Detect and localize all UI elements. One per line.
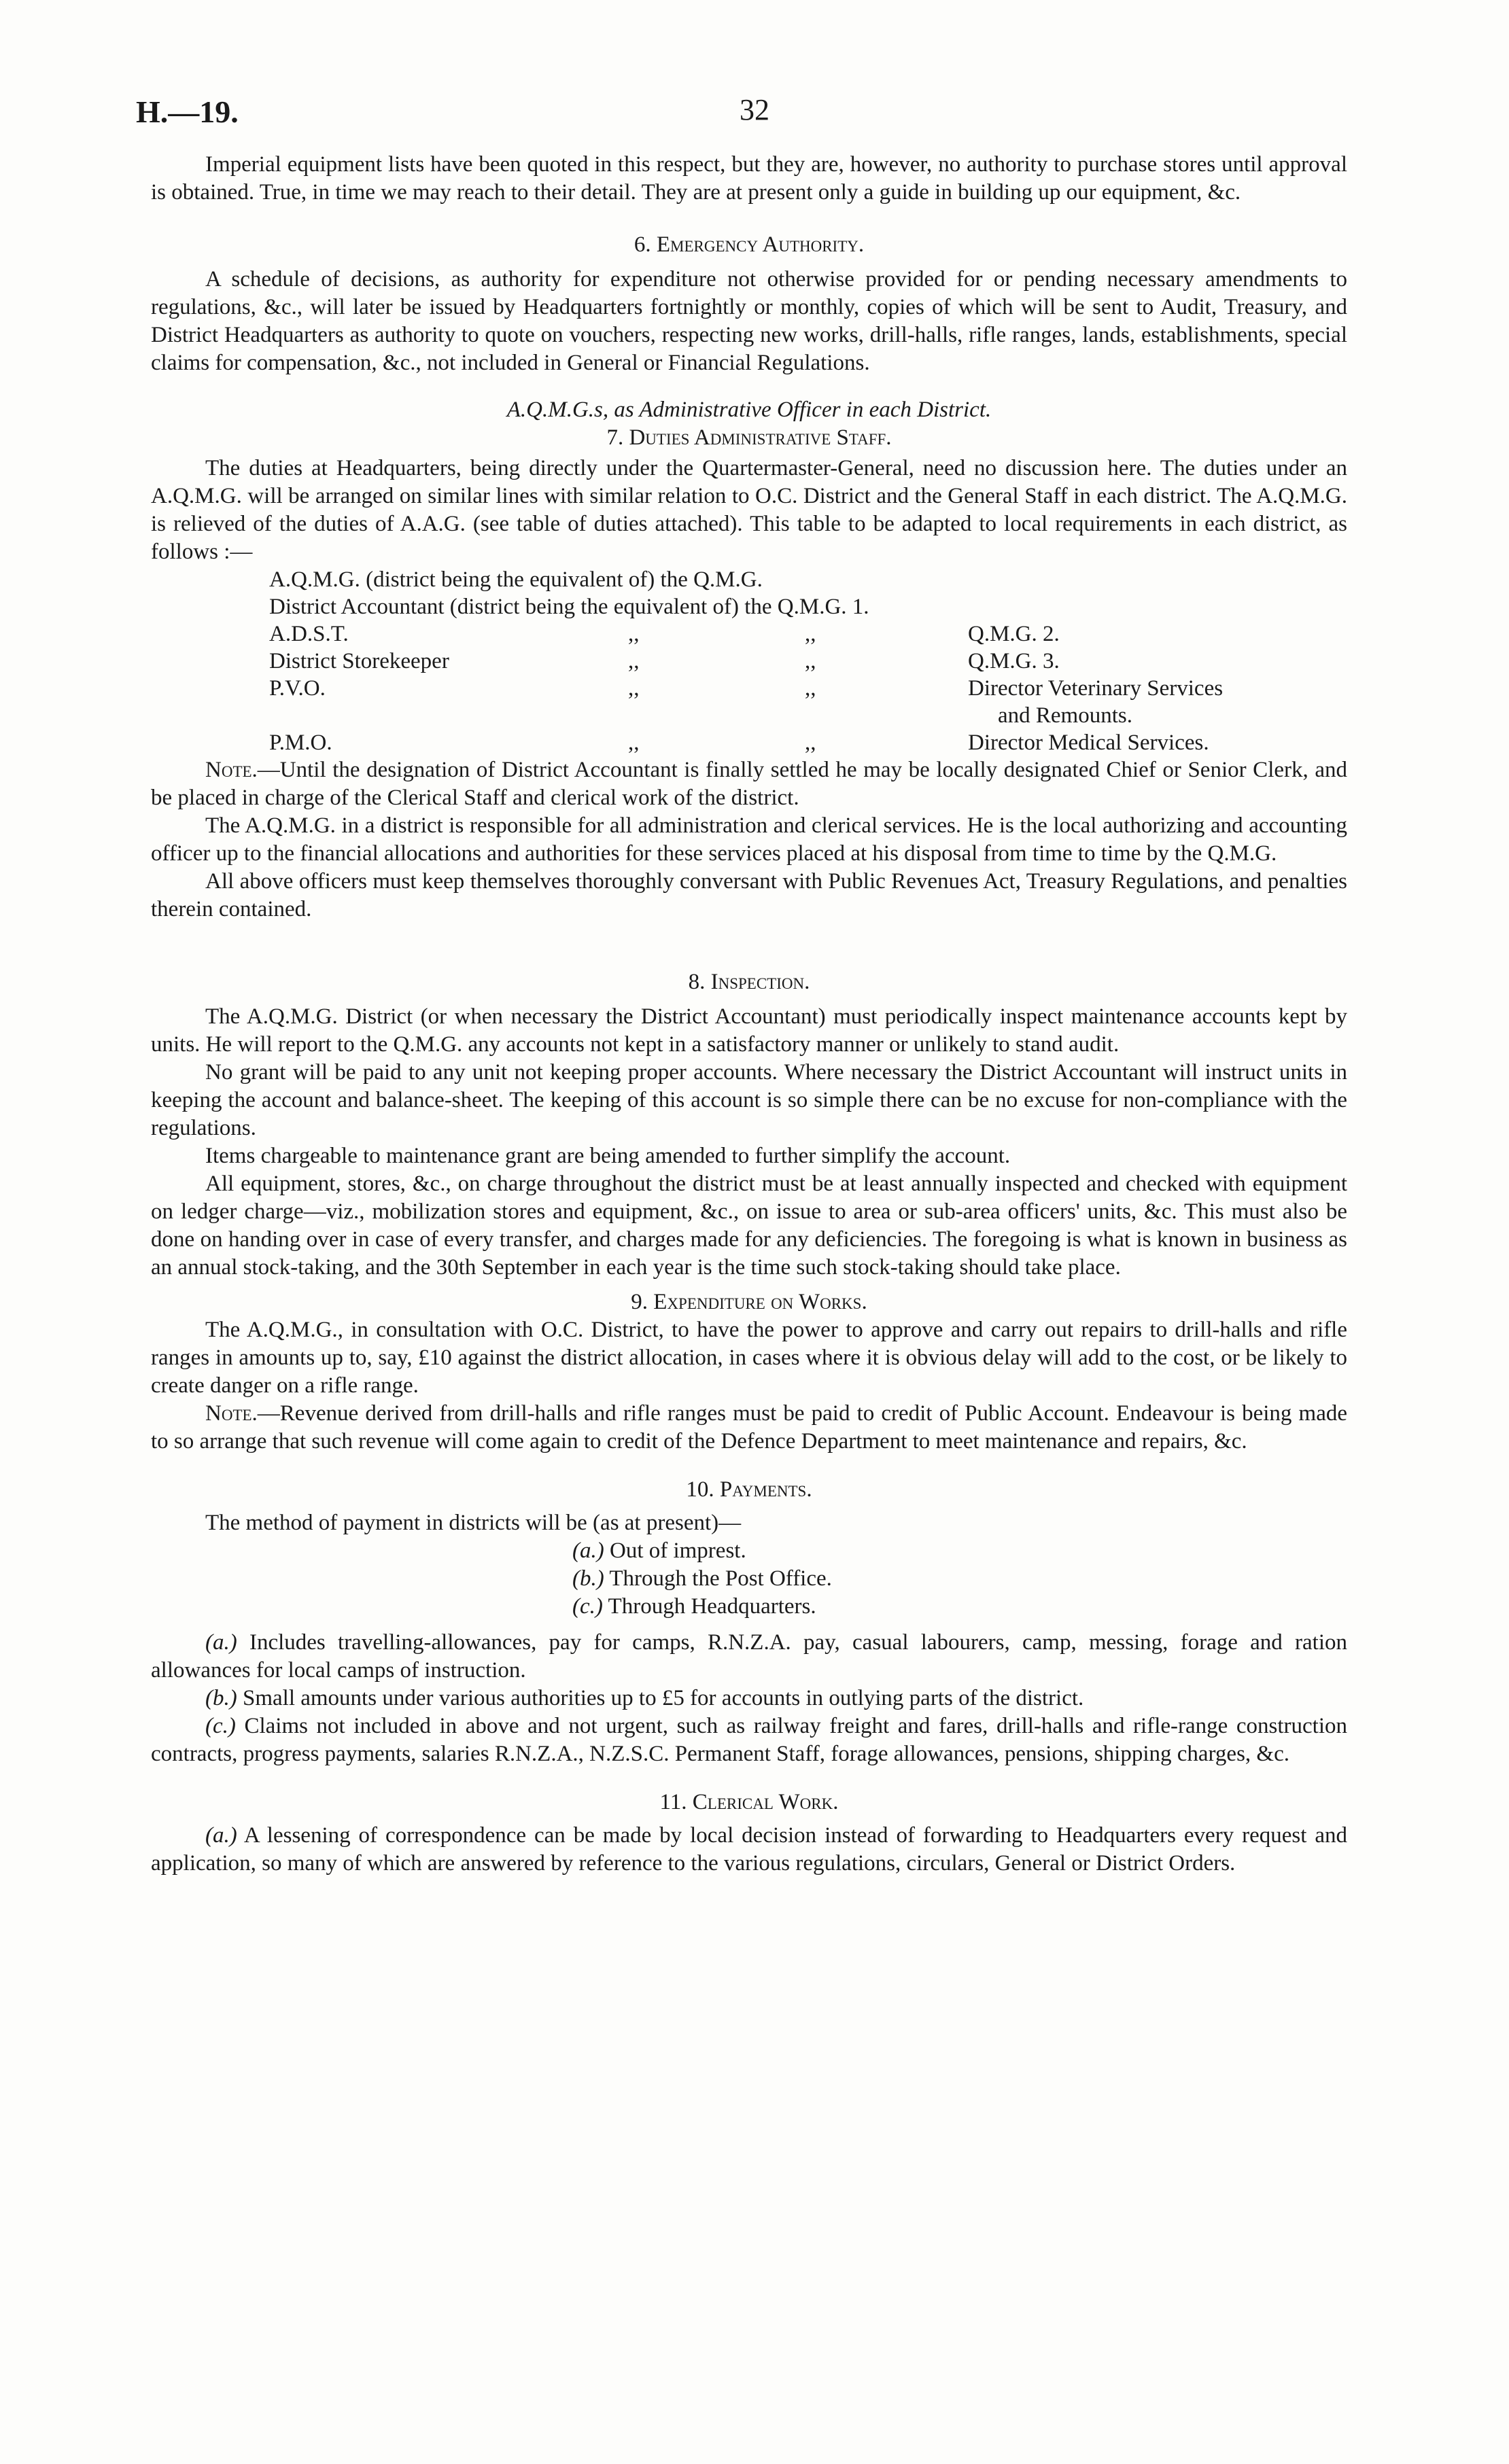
duty-role: P.V.O. xyxy=(269,676,326,701)
payment-c-paragraph: (c.) Claims not included in above and not urgent, such as railway freight and fares, drill-halls and rifle-range construction contracts, progress payments, salaries R.N.Z.A., N.Z.S.C. Permanent Staff, forage allowances, pensions, shipping charges, &c. xyxy=(151,1714,1347,1766)
duty-equivalent: Q.M.G. 2. xyxy=(968,622,1060,646)
section-8-paragraph-3: Items chargeable to maintenance grant are being amended to further simplify the account. xyxy=(205,1144,1011,1168)
section-10-intro: The method of payment in districts will be (as at present)— xyxy=(205,1511,742,1535)
section-9-heading: 9. Expenditure on Works. xyxy=(631,1290,867,1314)
section-7-subtitle: A.Q.M.G.s, as Administrative Officer in each District. xyxy=(506,398,992,422)
ditto-mark: ,, xyxy=(628,622,640,646)
intro-paragraph: Imperial equipment lists have been quoted in this respect, but they are, however, no authority to purchase stores until approval is obtained. True, in time we may reach to their detail. They are at present only a guide in building up our equipment, &c. xyxy=(151,152,1347,205)
table-row xyxy=(269,620,1347,648)
payment-b-paragraph: (b.) Small amounts under various authorities up to £5 for accounts in outlying parts of the district. xyxy=(205,1686,1084,1710)
duty-equivalent-line1: Director Veterinary Services xyxy=(968,676,1224,701)
table-row xyxy=(269,566,1347,593)
duty-role: A.D.S.T. xyxy=(269,622,349,646)
duties-first-line: A.Q.M.G. (district being the equivalent of) the Q.M.G. xyxy=(269,567,763,592)
duty-role: P.M.O. xyxy=(269,731,332,755)
note-text: —Revenue derived from drill-halls and rifle ranges must be paid to credit of Public Account. Endeavour is being made to so arrange that such revenue will come again to credit of the Defence Department to meet maintenance and repairs, &c. xyxy=(151,1401,1347,1454)
note-label: Note. xyxy=(205,1401,258,1426)
section-11-heading: 11. Clerical Work. xyxy=(659,1790,839,1814)
table-row xyxy=(269,593,1347,620)
ditto-mark: ,, xyxy=(805,676,816,701)
section-8-paragraph-4: All equipment, stores, &c., on charge throughout the district must be at least annually inspected and checked with equipment on ledger charge—viz., mobilization stores and equipment, &c., on issue to area or sub-area officers' units, &c. This must also be done on handing over in case of every transfer, and charges made for any deficiencies. The foregoing is what is known in business as an annual stock-taking, and the 30th September in each year is the time such stock-taking should take place. xyxy=(151,1172,1347,1280)
ditto-mark: ,, xyxy=(628,676,640,701)
duties-second-line: District Accountant (district being the equivalent of) the Q.M.G. 1. xyxy=(269,595,869,619)
section-8-paragraph-1: The A.Q.M.G. District (or when necessary the District Accountant) must periodically inspect maintenance accounts kept by units. He will report to the Q.M.G. any accounts not kept in a satisfactory manner or unlikely to stand audit. xyxy=(151,1004,1347,1057)
section-7-paragraph-2: The A.Q.M.G. in a district is responsible for all administration and clerical services. He is the local authorizing and accounting officer up to the financial allocations and authorities for these services placed at his disposal from time to time by the Q.M.G. xyxy=(151,813,1347,866)
note-label: Note. xyxy=(205,758,258,782)
duty-equivalent-line2: and Remounts. xyxy=(998,703,1132,728)
payment-a-paragraph: (a.) Includes travelling-allowances, pay for camps, R.N.Z.A. pay, casual labourers, camp, messing, forage and ration allowances for local camps of instruction. xyxy=(151,1630,1347,1683)
table-row xyxy=(269,729,1347,756)
list-item: (a.) Out of imprest. xyxy=(572,1538,746,1563)
section-9-paragraph: The A.Q.M.G., in consultation with O.C. District, to have the power to approve and carry out repairs to drill-halls and rifle ranges in amounts up to, say, £10 against the district allocation, in cases where it is obvious delay will add to the cost, or be likely to create danger on a rifle range. xyxy=(151,1318,1347,1398)
section-6-heading: 6. Emergency Authority. xyxy=(634,232,865,257)
duty-equivalent: Q.M.G. 3. xyxy=(968,649,1060,673)
duties-table xyxy=(269,566,1347,756)
list-item: (b.) Through the Post Office. xyxy=(572,1566,832,1591)
section-10-heading: 10. Payments. xyxy=(686,1477,812,1502)
section-7-paragraph-3: All above officers must keep themselves thoroughly conversant with Public Revenues Act, Treasury Regulations, and penalties therein contained. xyxy=(151,869,1347,921)
ditto-mark: ,, xyxy=(805,731,816,755)
section-11-paragraph: (a.) A lessening of correspondence can be made by local decision instead of forwarding to Headquarters every request and application, so many of which are answered by reference to the various regulations, circulars, General or District Orders. xyxy=(151,1823,1347,1876)
ditto-mark: ,, xyxy=(805,649,816,673)
table-row xyxy=(269,648,1347,675)
duty-equivalent xyxy=(968,675,1347,729)
ditto-mark: ,, xyxy=(628,731,640,755)
duty-role: District Storekeeper xyxy=(269,649,449,673)
section-7-note xyxy=(151,756,1347,812)
section-7-paragraph: The duties at Headquarters, being directly under the Quartermaster-General, need no discussion here. The duties under an A.Q.M.G. will be arranged on similar lines with similar relation to O.C. District and the General Staff in each district. The A.Q.M.G. is relieved of the duties of A.A.G. (see table of duties attached). This table to be adapted to local requirements in each district, as follows :— xyxy=(151,456,1347,564)
document-body xyxy=(151,151,1347,1878)
section-8-heading: 8. Inspection. xyxy=(688,970,810,994)
payment-methods-list xyxy=(572,1537,1347,1621)
section-7-heading: 7. Duties Administrative Staff. xyxy=(606,425,892,450)
section-8-paragraph-2: No grant will be paid to any unit not keeping proper accounts. Where necessary the District Accountant will instruct units in keeping the account and balance-sheet. The keeping of this account is so simple there can be no excuse for non-compliance with the regulations. xyxy=(151,1060,1347,1140)
ditto-mark: ,, xyxy=(805,622,816,646)
note-text: —Until the designation of District Accountant is finally settled he may be locally designated Chief or Senior Clerk, and be placed in charge of the Clerical Staff and clerical work of the district. xyxy=(151,758,1347,810)
document-reference: H.—19. xyxy=(136,94,239,129)
list-item: (c.) Through Headquarters. xyxy=(572,1594,816,1619)
ditto-mark: ,, xyxy=(628,649,640,673)
section-9-note xyxy=(151,1400,1347,1456)
page-number: 32 xyxy=(740,93,769,126)
duty-equivalent: Director Medical Services. xyxy=(968,731,1209,755)
table-row xyxy=(269,675,1347,729)
section-6-paragraph: A schedule of decisions, as authority for expenditure not otherwise provided for or pending necessary amendments to regulations, &c., will later be issued by Headquarters fortnightly or monthly, copies of which will be sent to Audit, Treasury, and District Headquarters as authority to quote on vouchers, respecting new works, drill-halls, rifle ranges, lands, establishments, special claims for compensation, &c., not included in General or Financial Regulations. xyxy=(151,267,1347,375)
